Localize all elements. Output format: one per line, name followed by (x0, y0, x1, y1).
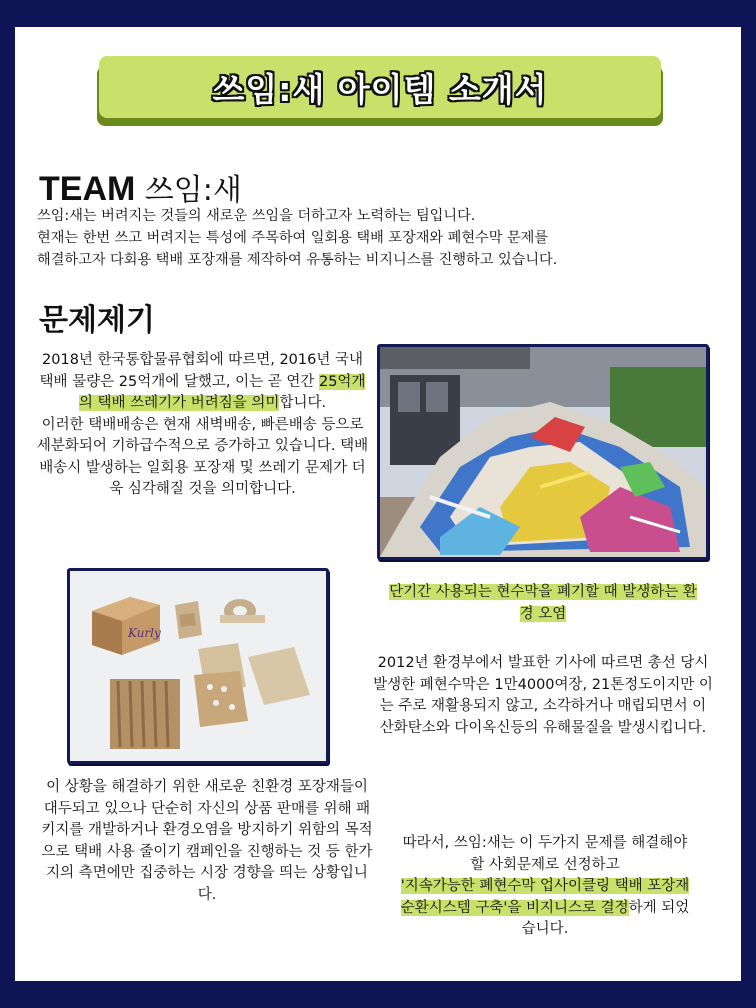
p1-text-a: 2018년 한국통합물류협회에 따르면, 2016년 국내 택배 물량은 25억개에 달했고, 이는 곧 연간 (39, 352, 363, 390)
banner-pile-illustration (380, 347, 706, 557)
title-banner (97, 56, 663, 128)
problem-paragraph-1 (35, 350, 370, 501)
problem-heading: 문제제기 (39, 303, 155, 338)
p3-highlight: '지속가능한 폐현수막 업사이클링 택배 포장재 순환시스템 구축'을 비지니스로 결정 (400, 878, 690, 916)
photo-eco-packaging (67, 568, 329, 764)
p3-text-a: 따라서, 쓰임:새는 이 두가지 문제를 해결해야 할 사회문제로 선정하고 (402, 835, 688, 873)
team-intro (37, 205, 727, 271)
problem-paragraph-4: 이 상황을 해결하기 위한 새로운 친환경 포장재들이 대두되고 있으나 단순히 자신의 상품 판매를 위해 패키지를 개발하거나 환경오염을 방지하기 위함의 목적으로 택배 사용 줄이기 캠페인을 진행하는 것 등 한가지의 측면에만 집중하는 시장 경향을 띄는 상황입니다. (41, 779, 373, 903)
intro-line: 현재는 한번 쓰고 버려지는 특성에 주목하여 일회용 택배 포장재와 폐현수막 문제를 (37, 230, 549, 246)
p3-text-b: 하게 되었습니다. (521, 899, 690, 937)
intro-line: 쓰임:새는 버려지는 것들의 새로운 쓰임을 더하고자 노력하는 팀입니다. (37, 208, 476, 224)
title-banner-box (99, 56, 661, 118)
eco-packaging-illustration (70, 571, 326, 761)
caption-text: 현수막을 폐기할 때 발생하는 환경 오염 (491, 584, 697, 622)
problem-paragraph-3 (395, 833, 695, 941)
kurly-box-logo: Kurly (128, 626, 161, 640)
page-title: 쓰임:새 아이템 소개서 (212, 69, 548, 109)
p1-text-c: 이러한 택배배송은 현재 새벽배송, 빠른배송 등으로 세분화되어 기하급수적으로 증가하고 있습니다. 택배배송시 발생하는 일회용 포장재 및 쓰레기 문제가 더욱 심각해질 것을 의미합니다. (36, 416, 369, 497)
team-heading-ko: 쓰임:새 (144, 173, 242, 208)
intro-line: 해결하고자 다회용 택배 포장재를 제작하여 유통하는 비지니스를 진행하고 있습니다. (37, 252, 558, 268)
page (15, 27, 741, 981)
team-heading (39, 165, 242, 209)
photo-banner-waste-pile (377, 344, 709, 560)
banner-caption (383, 582, 703, 625)
p1-highlight: 25억개의 택배 쓰레기가 버려짐을 의미 (78, 373, 366, 411)
problem-paragraph-2: 2012년 환경부에서 발표한 기사에 따르면 총선 당시 발생한 폐현수막은 1만4000여장, 21톤정도이지만 이는 주로 재활용되지 않고, 소각하거나 매립되면서 이산화탄소와 다이옥신등의 유해물질을 발생시킵니다. (373, 655, 713, 736)
p1-text-b: 합니다. (279, 395, 327, 411)
caption-highlight: 단기간 사용되는 (389, 584, 492, 600)
team-heading-en: TEAM (39, 170, 136, 208)
